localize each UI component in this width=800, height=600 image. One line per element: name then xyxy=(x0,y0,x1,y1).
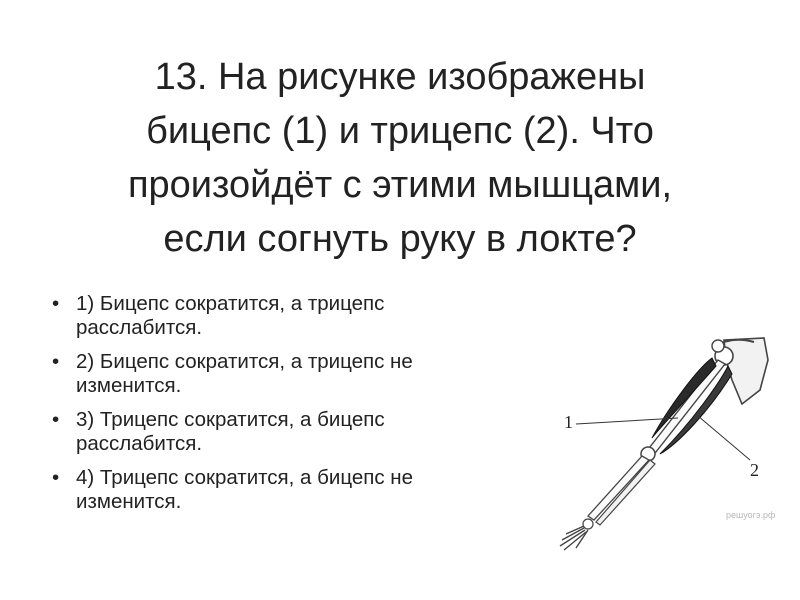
answer-option-2 xyxy=(48,350,538,398)
label-line-2 xyxy=(724,438,750,460)
answer-text: расслабится. xyxy=(76,316,203,339)
arm-muscle-illustration xyxy=(528,320,790,560)
question-line: если согнуть руку в локте? xyxy=(163,218,637,260)
humerus-icon xyxy=(646,360,725,457)
forearm-bone-icon xyxy=(588,456,649,520)
forearm-bone-icon xyxy=(596,460,655,525)
answer-option-1 xyxy=(48,292,538,340)
answer-text: изменится. xyxy=(76,374,182,397)
question-title xyxy=(60,50,740,266)
question-line: 13. На рисунке изображены xyxy=(154,56,646,98)
bullet-icon: • xyxy=(52,408,60,431)
answer-text: расслабится. xyxy=(76,432,203,455)
wrist-icon xyxy=(583,519,593,529)
label-1: 1 xyxy=(564,412,573,432)
answer-option-3 xyxy=(48,408,538,456)
watermark: решуогэ.рф xyxy=(726,510,776,520)
acromion-icon xyxy=(712,340,724,352)
answer-text: 3) Трицепс сократится, а бицепс xyxy=(76,408,385,431)
answer-text: 1) Бицепс сократится, а трицепс xyxy=(76,292,385,315)
label-2: 2 xyxy=(750,460,759,480)
answer-option-4 xyxy=(48,466,538,514)
answer-text: 2) Бицепс сократится, а трицепс не xyxy=(76,350,413,373)
label-line-2-segment xyxy=(698,416,724,438)
bullet-icon: • xyxy=(52,466,60,489)
biceps-muscle-icon xyxy=(652,358,716,438)
bullet-icon: • xyxy=(52,350,60,373)
answer-text: 4) Трицепс сократится, а бицепс не xyxy=(76,466,414,489)
hand-icon xyxy=(560,526,588,550)
answer-text: изменится. xyxy=(76,490,182,513)
bullet-icon: • xyxy=(52,292,60,315)
answer-list xyxy=(48,292,538,524)
question-line: произойдёт с этими мышцами, xyxy=(127,164,673,206)
question-line: бицепс (1) и трицепс (2). Что xyxy=(146,110,654,152)
